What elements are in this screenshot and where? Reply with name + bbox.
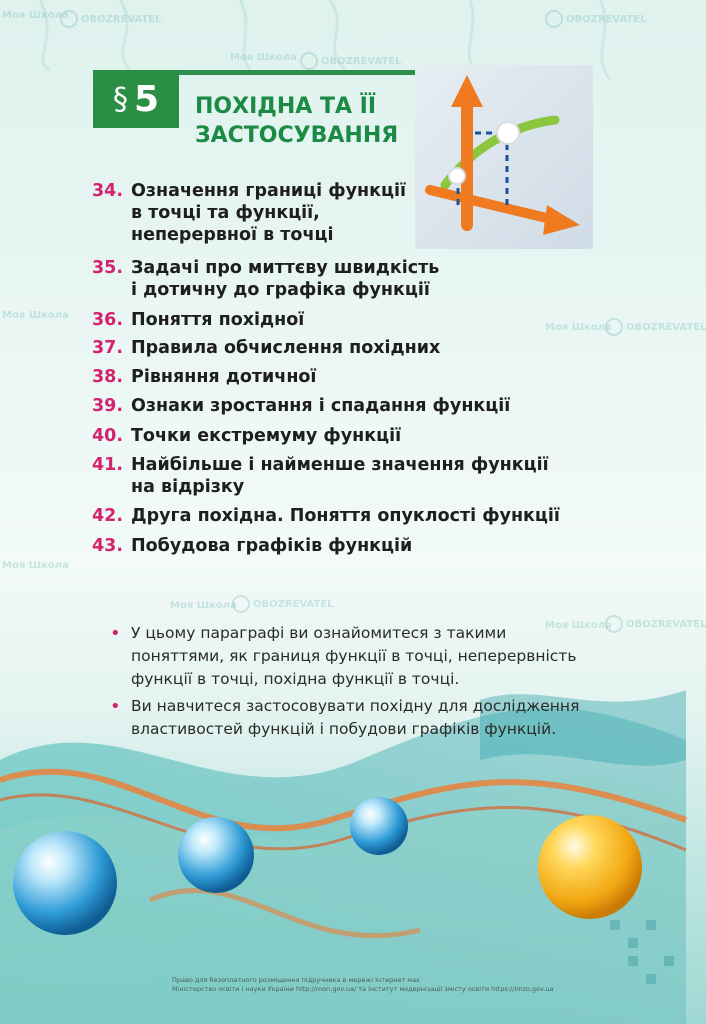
watermark: Моя Школа	[230, 52, 297, 63]
watermark: Моя Школа	[2, 10, 69, 21]
watermark: Моя Школа	[545, 620, 612, 631]
topic-title: і дотичну до графіка функції	[131, 280, 430, 300]
copyright-footer	[172, 976, 592, 994]
coordinate-axes-icon	[415, 65, 593, 249]
topic-title: неперервної в точці	[131, 225, 334, 245]
bullet-marker: •	[110, 696, 121, 717]
topic-number: 38.	[92, 367, 124, 387]
topic-number: 41.	[92, 455, 124, 475]
section-badge	[93, 70, 179, 128]
topic-title: Побудова графіків функцій	[131, 536, 413, 556]
watermark: Моя Школа	[545, 322, 612, 333]
watermark: Моя Школа	[170, 600, 237, 611]
topic-number: 40.	[92, 426, 124, 446]
watermark: OBOZREVATEL	[545, 10, 646, 28]
topic-title: Рівняння дотичної	[131, 367, 317, 387]
section-number: 5	[133, 78, 160, 120]
watermark: Моя Школа	[2, 310, 69, 321]
topic-title: Означення границі функції	[131, 181, 406, 201]
topic-number: 35.	[92, 258, 124, 278]
section-title-line: ЗАСТОСУВАННЯ	[195, 123, 399, 148]
goal-text: Ви навчитеся застосовувати похідну для дослідження	[131, 697, 580, 715]
section-title	[195, 92, 398, 150]
watermark: OBOZREVATEL	[300, 52, 401, 70]
topic-number: 37.	[92, 338, 124, 358]
goal-text: функції в точці, похідна функції в точці.	[131, 670, 460, 688]
topic-title: на відрізку	[131, 477, 245, 497]
topic-number: 42.	[92, 506, 124, 526]
section-title-line: ПОХІДНА ТА ЇЇ	[195, 94, 377, 119]
section-symbol: §	[112, 81, 128, 117]
topic-number: 39.	[92, 396, 124, 416]
bullet-marker: •	[110, 623, 121, 644]
topic-title: Найбільше і найменше значення функції	[131, 455, 549, 475]
topic-number: 43.	[92, 536, 124, 556]
goal-text: властивостей функцій і побудови графіків функцій.	[131, 720, 557, 738]
topic-title: Точки екстремуму функції	[131, 426, 402, 446]
footer-line: Право для безоплатного розміщення підручника в мережі Інтернет має	[172, 976, 420, 984]
watermark: OBOZREVATEL	[60, 10, 161, 28]
topic-title: Друга похідна. Поняття опуклості функції	[131, 506, 560, 526]
topic-title: Правила обчислення похідних	[131, 338, 441, 358]
watermark: Моя Школа	[2, 560, 69, 571]
graph-illustration	[415, 65, 593, 249]
watermark: OBOZREVATEL	[605, 615, 706, 633]
topic-number: 36.	[92, 310, 124, 330]
topic-title: в точці та функції,	[131, 203, 320, 223]
topic-title: Задачі про миттєву швидкість	[131, 258, 440, 278]
footer-line: Міністерство освіти і науки України http://mon.gov.ua/ та Інститут модернізації змісту освіти https://imzo.gov.ua	[172, 985, 554, 993]
goal-text: поняттями, як границя функції в точці, неперервність	[131, 647, 577, 665]
topic-number: 34.	[92, 181, 124, 201]
topic-title: Поняття похідної	[131, 310, 305, 330]
watermark: OBOZREVATEL	[605, 318, 706, 336]
topic-title: Ознаки зростання і спадання функції	[131, 396, 511, 416]
watermark: OBOZREVATEL	[232, 595, 333, 613]
goal-text: У цьому параграфі ви ознайомитеся з такими	[131, 624, 507, 642]
